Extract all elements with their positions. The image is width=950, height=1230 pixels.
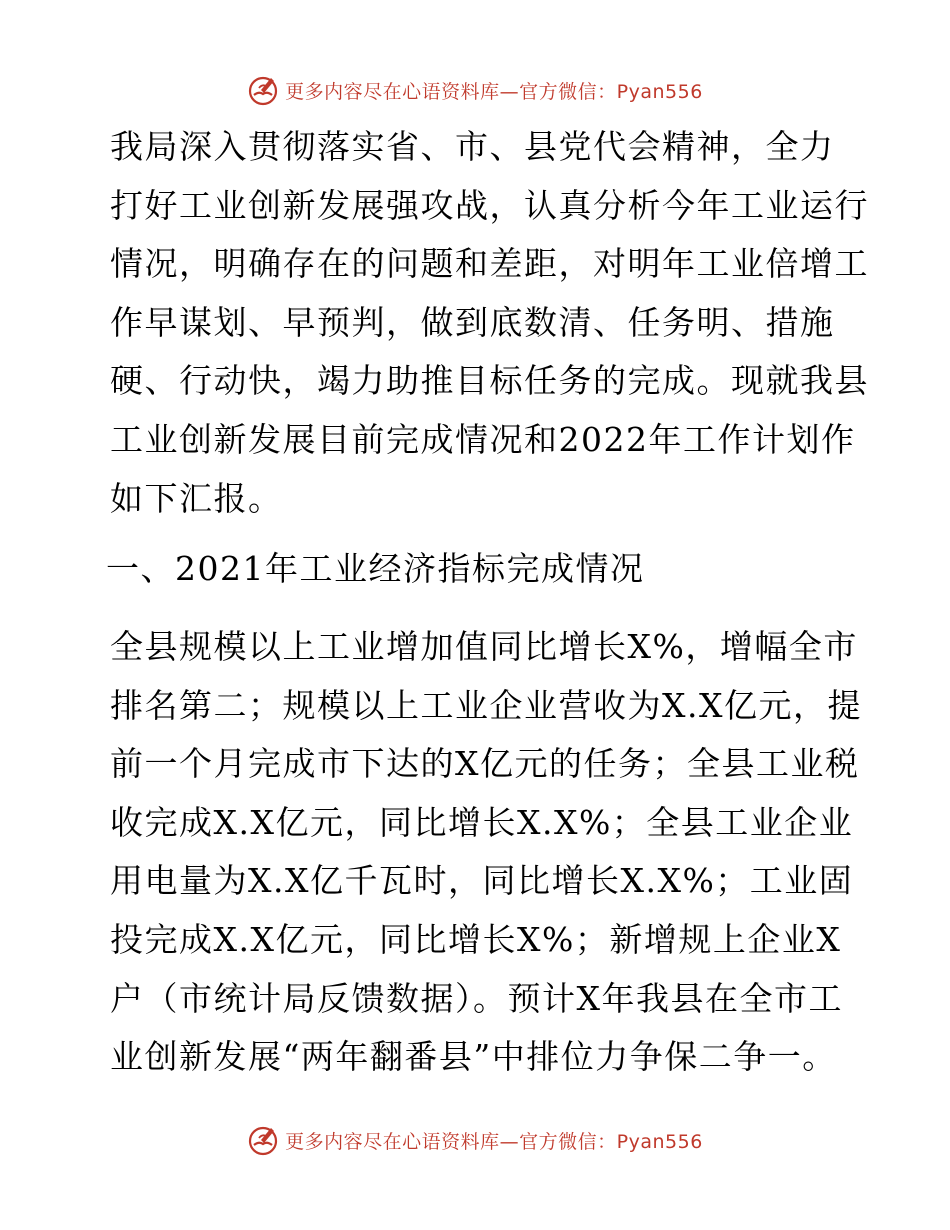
section-heading bbox=[98, 540, 858, 599]
watermark-text: 更多内容尽在心语资料库—官方微信：Pyan556 bbox=[285, 80, 703, 103]
paragraph-indicators bbox=[98, 618, 862, 1087]
book-pen-icon bbox=[247, 1124, 279, 1156]
header-watermark bbox=[0, 70, 950, 110]
text-line: 工业创新发展目前完成情况和2022年工作计划作 bbox=[110, 419, 856, 459]
text-line: 情况，明确存在的问题和差距，对明年工业倍增工 bbox=[110, 244, 869, 284]
watermark-text: 更多内容尽在心语资料库—官方微信：Pyan556 bbox=[285, 1130, 703, 1153]
text-line: 作早谋划、早预判，做到底数清、任务明、措施 bbox=[110, 302, 835, 342]
text-line: 全县规模以上工业增加值同比增长X%，增幅全市 bbox=[110, 627, 858, 666]
text-line: 投完成X.X亿元，同比增长X%；新增规上企业X bbox=[110, 919, 842, 959]
text-line: 收完成X.X亿元，同比增长X.X%；全县工业企业 bbox=[110, 802, 854, 842]
book-pen-icon bbox=[247, 74, 279, 106]
text-line: 业创新发展“两年翻番县”中排位力争保二争一。 bbox=[110, 1037, 837, 1077]
text-line: 前一个月完成市下达的X亿元的任务；全县工业税 bbox=[110, 744, 860, 784]
paragraph-intro bbox=[98, 118, 869, 528]
footer-watermark bbox=[0, 1120, 950, 1160]
text-line: 打好工业创新发展强攻战，认真分析今年工业运行 bbox=[110, 185, 869, 225]
text-line: 硬、行动快，竭力助推目标任务的完成。现就我县 bbox=[110, 361, 869, 401]
text-line: 我局深入贯彻落实省、市、县党代会精神，全力 bbox=[110, 127, 835, 166]
text-line: 排名第二；规模以上工业企业营收为X.X亿元，提 bbox=[110, 685, 862, 725]
text-line: 如下汇报。 bbox=[110, 478, 283, 518]
text-line: 户（市统计局反馈数据）。预计X年我县在全市工 bbox=[110, 978, 843, 1018]
heading-line: 一、2021年工业经济指标完成情况 bbox=[106, 549, 645, 588]
text-line: 用电量为X.X亿千瓦时，同比增长X.X%；工业固 bbox=[110, 861, 854, 901]
